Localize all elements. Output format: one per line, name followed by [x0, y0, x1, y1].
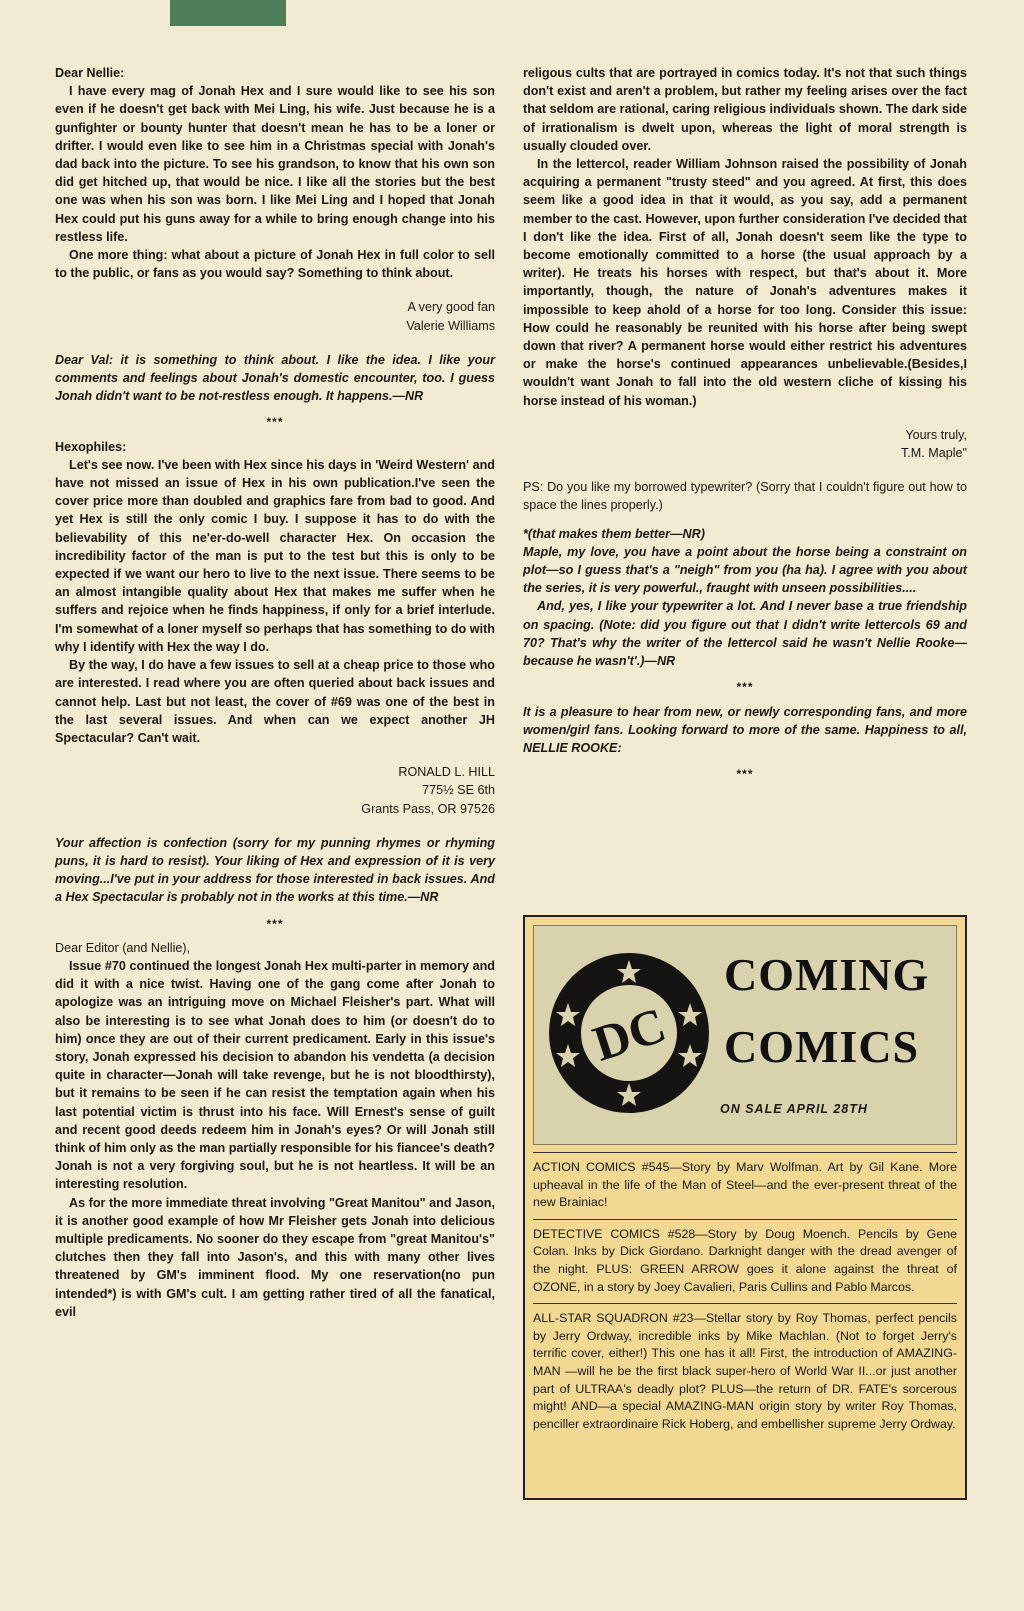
letter-signature — [523, 426, 967, 462]
separator: *** — [736, 680, 754, 695]
separator: *** — [736, 767, 754, 782]
letter-salutation: Dear Nellie: — [55, 66, 125, 80]
dc-logo-text: DC — [586, 996, 673, 1072]
coming-comic-listing: ALL-STAR SQUADRON #23—Stellar story by Roy Thomas, perfect pencils by Jerry Ordway, incredible inks by Mike Machlan. (Not to forget Jerry's terrific cover, either!) This one has it all! First, the introduction of AMAZING-MAN —will he be the first black super-hero of World War II...or just another part of ULTRAA's deadly plot? PLUS—the return of DR. FATE's sorcerous might! AND—a special AMAZING-MAN origin story by writer Roy Thomas, penciller extraordinaire Rick Hoberg, and embellisher supreme Jerry Ordway. — [533, 1303, 957, 1433]
on-sale-date: ON SALE APRIL 28TH — [720, 1102, 868, 1116]
right-column — [523, 64, 967, 789]
letter-paragraph: As for the more immediate threat involving "Great Manitou" and Jason, it is another good example of how Mr Fleisher gets Jonah into delicious multiple predicaments. No sooner do they escape from "great Manitou's" clutches then they fall into Jason's, and this with many other lives threatened by GM's imminent flood. My one reservation(no pun intended*) is with GM's cult. I am getting rather tired of all the fanatical, evil — [55, 1195, 495, 1319]
postscript: PS: Do you like my borrowed typewriter? (Sorry that I couldn't figure out how to space the lines properly.) — [523, 480, 967, 513]
letter-paragraph: Let's see now. I've been with Hex since his days in 'Weird Western' and have not missed an issue of Hex in his own publication.I've seen the cover price more than doubled and graphics fare from bad to good. And yet Hex is still the only comic I buy. I suppose it has to do with the believability of this ne'er-do-well character Hex. On occasion the incredibility factor of the man is put to the test but this is only to be expected if we want our hero to live to the next issue. There seems to be an almost intangible quality about Hex that makes me suffer when he suffers and rejoice when he finds happiness, if only for a brief interlude. I'm somewhat of a loner myself so perhaps that has something to do with why I identify with Hex the way I do. — [55, 457, 495, 654]
letter-signature — [55, 763, 495, 818]
letter-paragraph: In the lettercol, reader William Johnson raised the possibility of Jonah acquiring a permanent "trusty steed" and you agreed. At first, this does seem like a good idea in that it would, as you say, add a permanent member to the cast. However, upon further consideration I've decided that I don't like the idea. First of all, Jonah doesn't seem like the type to become emotionally committed to a horse (the usual approach by a writer). He treats his horses with respect, but that's about it. More importantly, though, the nature of Jonah's adventures makes it impossible to keep ahold of a horse for too long. Consider this issue: How could he reasonably be reunited with his horse after being swept down that river? A permanent horse would either restrict his adventures or make the horse's continued appearances unbelievable.(Besides,I wouldn't want Jonah to fall into the old western cliche of kissing his horse instead of his woman.) — [523, 157, 967, 408]
coming-title: COMING — [724, 949, 930, 1000]
signature-line: A very good fan — [407, 300, 495, 315]
separator: *** — [266, 415, 284, 430]
coming-comic-listing: ACTION COMICS #545—Story by Marv Wolfman. Art by Gil Kane. More upheaval in the life of the Man of Steel—and the ever-present threat of the new Brainiac! — [533, 1152, 957, 1212]
editor-reply: *(that makes them better—NR) — [523, 526, 705, 541]
editor-reply: Maple, my love, you have a point about the horse being a constraint on plot—so I guess that's a "neigh" from you (ha ha). I agree with you about the series, it is very powerful., fraught with unseen possibilities.... — [523, 544, 967, 596]
coming-comics-box — [523, 915, 967, 1500]
letter-paragraph: religous cults that are portrayed in comics today. It's not that such things don't exist and aren't a problem, but rather my feeling arises over the fact that seldom are rational, caring religious individuals shown. The dark side of irrationalism is dwelt upon, whereas the light of moral strength is usually clouded over. — [523, 66, 967, 153]
letter-paragraph: One more thing: what about a picture of Jonah Hex in full color to sell to the public, or fans as you would say? Something to think about. — [55, 248, 495, 281]
letter-salutation: Dear Editor (and Nellie), — [55, 940, 191, 955]
dc-bullet-logo — [544, 948, 714, 1118]
signature-line: Yours truly, — [905, 427, 967, 442]
closing-note: It is a pleasure to hear from new, or newly corresponding fans, and more women/girl fans. Looking forward to more of the same. Happiness to all, NELLIE ROOKE: — [523, 704, 967, 755]
comics-title: COMICS — [724, 1021, 920, 1072]
left-column — [55, 64, 495, 1321]
letter-paragraph: By the way, I do have a few issues to sell at a cheap price to those who are interested. I read where you are often queried about back issues and cannot help. Last but not least, the cover of #69 was one of the best in the last several issues. And when can we expect another JH Spectacular? Can't wait. — [55, 658, 495, 745]
signature-line: Grants Pass, OR 97526 — [361, 801, 495, 816]
editor-reply: Your affection is confection (sorry for my punning rhymes or rhyming puns, it is hard to resist). Your liking of Hex and expression of it is very moving...I've put in your address for those interested in back issues. And a Hex Spectacular is probably not in the works at this time.—NR — [55, 835, 495, 905]
green-tab — [170, 0, 286, 26]
letter-paragraph: Issue #70 continued the longest Jonah Hex multi-parter in memory and did it with a nice twist. Having one of the gang come after Jonah to apologize was an intriguing move on Michael Fleisher's part. What will also be interesting is to see what Jonah does to him (or doesn't do to him) once they are out of their current predicament. Early in this issue's story, Jonah expressed his decision to abandon his vendetta (a decision quite in character—Jonah will take revenge, but he is not bloodthirsty), but it remains to be seen if he can resist the temptation again when his last potential victim is thrust into his face. Will Ernest's sense of guilt and recent good deeds redeem him in Jonah's eyes? Or will Jonah still think of him only as the man partially responsible for his fiancee's death? Jonah is not a very forgiving soul, but he is not heartless. It will be an interesting resolution. — [55, 958, 495, 1192]
signature-line: 775½ SE 6th — [422, 783, 495, 798]
signature-line: T.M. Maple" — [900, 446, 967, 461]
letter-signature — [55, 298, 495, 334]
editor-reply: Dear Val: it is something to think about. I like the idea. I like your comments and feelings about Jonah's domestic encounter, too. I guess Jonah didn't want to be not-restless enough. It happens.—NR — [55, 352, 495, 404]
signature-line: Valerie Williams — [406, 318, 495, 333]
letter-paragraph: I have every mag of Jonah Hex and I sure would like to see his son even if he doesn't get back with Mei Ling, his wife. Just because he is a gunfighter or bounty hunter that doesn't mean he has to be a loner or drifter. I would even like to see him in a Christmas special with Jonah's dad back into the picture. To see his grandson, to know that his own son did get hitched up, that would be nice. I like all the stories but the best one was when his son was born. I like Mei Ling and I hoped that Jonah Hex could put his guns away for a while to bring enough change into his restless life. — [55, 84, 495, 244]
signature-line: RONALD L. HILL — [398, 765, 495, 780]
coming-comics-header — [533, 925, 957, 1145]
separator: *** — [266, 916, 284, 931]
editor-reply: And, yes, I like your typewriter a lot. And I never base a true friendship on spacing. (Note: did you figure out that I didn't write lettercols 69 and 70? That's why the writer of the lettercol said he wasn't Nellie Rooke—because he wasn't'.)—NR — [523, 599, 967, 669]
letter-salutation: Hexophiles: — [55, 439, 127, 454]
coming-comic-listing: DETECTIVE COMICS #528—Story by Doug Moench. Pencils by Gene Colan. Inks by Dick Giordano. Darknight danger with the dread avenger of the night. PLUS: GREEN ARROW goes it alone against the threat of OZONE, in a story by Joey Cavalieri, Paris Cullins and Pablo Marcos. — [533, 1219, 957, 1296]
